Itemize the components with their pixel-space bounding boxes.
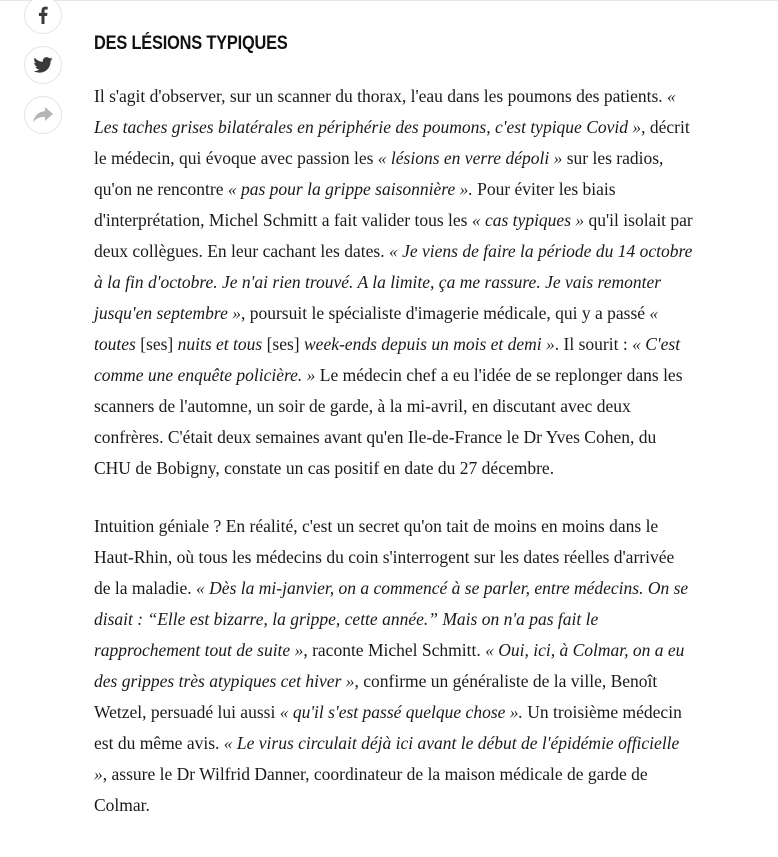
body-text: [ses] xyxy=(135,334,178,354)
twitter-icon xyxy=(33,57,53,73)
quote-text: « cas typiques » xyxy=(471,210,585,230)
share-sidebar xyxy=(24,0,64,146)
quote-text: « Dès la mi-janvier, on a commencé à se parler, entre médecins. On se disait : “Elle est bizarre, la grippe, cette année.” Mais on n'a pas fait le rapprochement tout de suite » xyxy=(94,578,689,660)
body-text: Il s'agit d'observer, sur un scanner du thorax, l'eau dans les poumons des patients. xyxy=(94,86,668,106)
quote-text: « pas pour la grippe saisonnière ». xyxy=(227,179,473,199)
quote-text: « C'est comme une enquête policière. » xyxy=(94,334,681,385)
quote-text: « Oui, ici, à Colmar, on a eu des grippes très atypiques cet hiver » xyxy=(94,640,685,691)
body-text: Un troisième médecin est du même avis. xyxy=(94,702,682,753)
body-text: Le médecin chef a eu l'idée de se replonger dans les scanners de l'automne, un soir de garde, à la mi-avril, en discutant avec deux confrères. C'était deux semaines avant qu'en Ile-de-France le Dr Yves Cohen, du CHU de Bobigny, constate un cas positif en date du 27 décembre. xyxy=(94,365,683,478)
quote-text: « Les taches grises bilatérales en périphérie des poumons, c'est typique Covid » xyxy=(94,86,676,137)
body-text: , décrit le médecin, qui évoque avec passion les xyxy=(94,117,690,168)
quote-text: nuits et tous xyxy=(177,334,263,354)
article-paragraph xyxy=(94,511,694,821)
body-text: , confirme un généraliste de la ville, Benoît Wetzel, persuadé lui aussi xyxy=(94,671,658,722)
body-text: , raconte Michel Schmitt. xyxy=(303,640,486,660)
share-arrow-icon xyxy=(33,107,53,123)
facebook-icon xyxy=(38,6,48,24)
body-text: , assure le Dr Wilfrid Danner, coordinateur de la maison médicale de garde de Colmar. xyxy=(94,764,648,815)
top-divider xyxy=(0,0,778,1)
section-heading: DES LÉSIONS TYPIQUES xyxy=(94,33,288,54)
quote-text: « qu'il s'est passé quelque chose ». xyxy=(279,702,523,722)
twitter-share-button[interactable] xyxy=(24,46,62,84)
body-text: [ses] xyxy=(262,334,304,354)
body-text: , poursuit le spécialiste d'imagerie médicale, qui y a passé xyxy=(240,303,650,323)
body-text: . Il sourit : xyxy=(554,334,633,354)
body-text: Intuition géniale ? En réalité, c'est un secret qu'on tait de moins en moins dans le Haut-Rhin, où tous les médecins du coin s'interrogent sur les dates réelles d'arrivée de la maladie. xyxy=(94,516,675,598)
body-text: Pour éviter les biais d'interprétation, Michel Schmitt a fait valider tous les xyxy=(94,179,616,230)
quote-text: « Je viens de faire la période du 14 octobre à la fin d'octobre. Je n'ai rien trouvé. A la limite, ça me rassure. Je vais remonter jusqu'en septembre » xyxy=(94,241,693,323)
share-button[interactable] xyxy=(24,96,62,134)
article-body xyxy=(94,30,694,848)
article-paragraph xyxy=(94,81,694,484)
facebook-share-button[interactable] xyxy=(24,0,62,34)
quote-text: « Le virus circulait déjà ici avant le début de l'épidémie officielle » xyxy=(94,733,680,784)
body-text: qu'il isolait par deux collègues. En leur cachant les dates. xyxy=(94,210,693,261)
quote-text: « lésions en verre dépoli » xyxy=(377,148,563,168)
quote-text: week-ends depuis un mois et demi » xyxy=(304,334,555,354)
quote-text: « toutes xyxy=(94,303,659,354)
body-text: sur les radios, qu'on ne rencontre xyxy=(94,148,664,199)
